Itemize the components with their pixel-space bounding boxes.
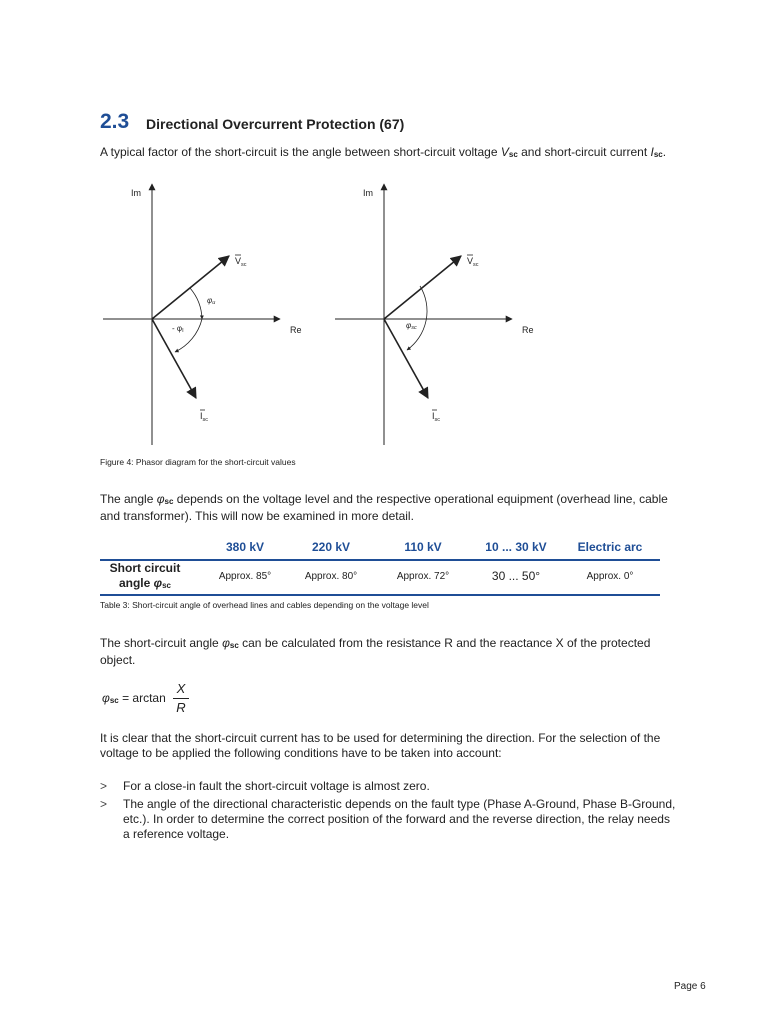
table-cell-380kv: Approx. 85°: [218, 571, 272, 582]
left-phi-i-label: - φI: [172, 324, 184, 334]
calc-phi-subscript: sc: [229, 641, 239, 650]
table-header-10-30kv: 10 ... 30 kV: [485, 540, 547, 554]
right-phi-sc-arc: [407, 286, 427, 350]
angle-text-rest: depends on the voltage level and the respective operational equipment (overhead line, cable: [173, 492, 668, 506]
phi-symbol: φ: [156, 492, 165, 506]
table-header-220kv: 220 kV: [311, 540, 351, 554]
left-v-label: $V_{sc}$: [235, 256, 247, 268]
angle-paragraph: [100, 492, 668, 524]
table-cell-10-30kv: 30 ... 50°: [491, 569, 541, 583]
formula-denominator: R: [176, 700, 186, 715]
bullet-2-line-2: etc.). In order to determine the correct position of the forward and the reverse direction, the relay needs: [123, 812, 670, 826]
left-im-label: Im: [131, 188, 141, 198]
section-title: Directional Overcurrent Protection (67): [146, 116, 405, 132]
angle-text-start: The angle: [100, 492, 157, 506]
angle-paragraph-line-2: and transformer). This will now be examined in more detail.: [100, 509, 414, 523]
left-voltage-phasor: [152, 256, 229, 319]
figure-caption: Figure 4: Phasor diagram for the short-circuit values: [100, 457, 296, 467]
left-phi-u-arc: [190, 288, 202, 319]
right-i-label: $I_{sc}$: [432, 411, 441, 423]
table-cell-110kv: Approx. 72°: [396, 571, 450, 582]
bullet-marker: >: [100, 779, 108, 793]
right-phi-sc-label: φsc: [406, 321, 417, 331]
page-number: Page 6: [674, 981, 706, 992]
formula-equals-arctan: = arctan: [122, 691, 166, 705]
right-v-label: $V_{sc}$: [467, 256, 479, 268]
calculation-paragraph: [100, 636, 650, 668]
right-im-label: Im: [363, 188, 373, 198]
direction-paragraph-line-2: voltage to be applied the following conditions have to be taken into account:: [100, 746, 502, 760]
voltage-symbol: V: [500, 145, 509, 159]
bullet-2-text: [123, 797, 675, 842]
calc-phi-symbol: φ: [222, 636, 230, 650]
calc-paragraph-line-1: [100, 636, 650, 653]
table-row-label: [100, 561, 190, 593]
row-label-phi-sub: sc: [162, 581, 172, 590]
formula-numerator: X: [176, 681, 186, 696]
table-header-110kv: 110 kV: [404, 540, 442, 554]
calc-text-rest: can be calculated from the resistance R and the reactance X of the protected: [238, 636, 651, 650]
table-caption: Table 3: Short-circuit angle of overhead lines and cables depending on the voltage level: [100, 600, 429, 610]
current-subscript: sc: [653, 150, 663, 159]
table-cell-electric-arc: Approx. 0°: [586, 571, 634, 582]
left-re-label: Re: [290, 325, 302, 335]
calc-text-start: The short-circuit angle: [100, 636, 223, 650]
table-bottom-rule: [100, 594, 660, 596]
table-header-electric-arc: Electric arc: [577, 540, 643, 554]
left-phi-u-label: φu: [207, 296, 216, 306]
right-re-label: Re: [522, 325, 534, 335]
intro-text-middle: and short-circuit current: [517, 145, 651, 159]
short-circuit-angle-table: [100, 536, 660, 596]
arctan-formula: [102, 681, 222, 721]
bullet-2-line-3: a reference voltage.: [123, 827, 230, 841]
right-current-phasor: [384, 319, 428, 398]
bullet-2-line-1: The angle of the directional characteristic depends on the fault type (Phase A-Ground, Phase B-Ground,: [123, 797, 676, 811]
table-cell-220kv: Approx. 80°: [304, 571, 358, 582]
left-i-label: $I_{sc}$: [200, 411, 209, 423]
right-phasor-diagram: [335, 184, 534, 445]
section-number: 2.3: [100, 110, 130, 133]
voltage-subscript: sc: [508, 150, 518, 159]
formula-lhs: [102, 691, 166, 705]
phi-subscript: sc: [164, 497, 174, 506]
intro-text-start: A typical factor of the short-circuit is the angle between short-circuit voltage: [100, 145, 501, 159]
table-header-380kv: 380 kV: [225, 540, 265, 554]
direction-paragraph-line-1: It is clear that the short-circuit current has to be used for determining the direction. For the selection of the: [100, 731, 661, 745]
current-symbol: I: [650, 145, 654, 159]
bullet-marker: >: [100, 797, 108, 811]
calc-paragraph-line-2: object.: [100, 653, 136, 667]
row-label-phi: φ: [153, 576, 163, 590]
right-voltage-phasor: [384, 256, 461, 319]
intro-text-end: .: [662, 145, 667, 159]
row-label-line-2: [100, 576, 190, 593]
angle-paragraph-line-1: [100, 492, 668, 509]
row-label-line-1: Short circuit: [109, 561, 181, 575]
bullet-1-line-1: For a close-in fault the short-circuit voltage is almost zero.: [123, 779, 430, 793]
formula-phi-sub: sc: [109, 696, 119, 705]
formula-fraction-bar: [173, 698, 189, 699]
left-phasor-diagram: [103, 184, 302, 445]
row-label-angle: angle: [118, 576, 154, 590]
direction-paragraph: [100, 731, 660, 761]
formula-phi: φ: [102, 691, 110, 705]
